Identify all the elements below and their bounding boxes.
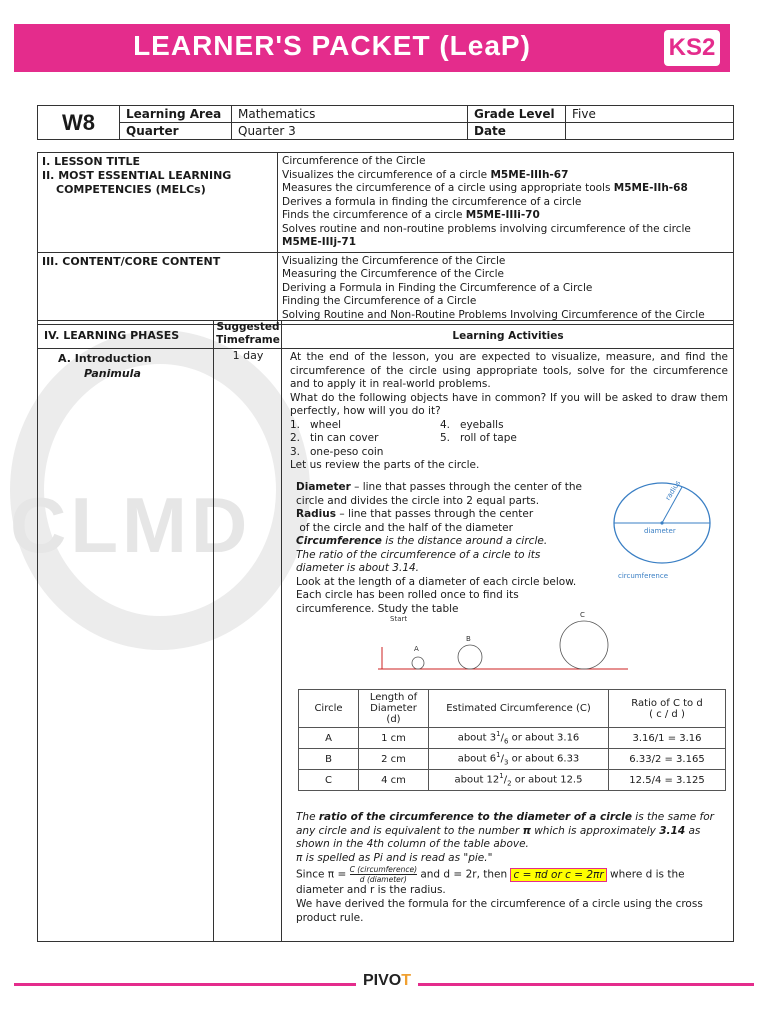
- diameter-definition: Diameter – line that passes through the center of the circle and divides the circle into 2 equal parts.: [296, 481, 582, 507]
- circumference-table: [298, 689, 726, 791]
- ratio-statement: The ratio of the circumference of a circle to its diameter is about 3.14.: [296, 548, 541, 574]
- content-item: Solving Routine and Non-Routine Problems Involving Circumference of the Circle: [282, 308, 705, 321]
- radius-label: radius: [663, 479, 683, 502]
- question-paragraph: What do the following objects have in common? If you will be asked to draw them perfectly, how will you do it?: [290, 391, 728, 417]
- info-table: [37, 105, 734, 140]
- lesson-table: [37, 152, 734, 325]
- circle-definitions: [296, 481, 596, 616]
- date-label: Date: [468, 123, 566, 140]
- col-length-header: Length of Diameter (d): [359, 690, 429, 728]
- learning-phases-table: [37, 320, 734, 942]
- header-banner: [14, 24, 730, 72]
- lesson-title-label: I. LESSON TITLE: [42, 155, 140, 168]
- melc-item: Derives a formula in finding the circumference of a circle: [282, 195, 582, 208]
- content-item: Visualizing the Circumference of the Circle: [282, 254, 506, 267]
- roll-start-label: Start: [390, 615, 408, 623]
- col-circle-header: Circle: [299, 690, 359, 728]
- timeframe-value: 1 day: [232, 349, 264, 362]
- content-item: Measuring the Circumference of the Circle: [282, 268, 504, 280]
- grade-level-value: Five: [566, 106, 734, 123]
- circle-parts-figure: [604, 471, 724, 581]
- content-item: Finding the Circumference of a Circle: [282, 295, 477, 307]
- melc-item: Measures the circumference of a circle using appropriate tools M5ME-IIh-68: [282, 182, 688, 194]
- content-item: Deriving a Formula in Finding the Circumference of a Circle: [282, 281, 593, 294]
- grade-level-label: Grade Level: [468, 106, 566, 123]
- phases-header: [38, 321, 733, 349]
- packet-title: LEARNER'S PACKET (LeaP): [133, 30, 531, 61]
- lesson-title: Circumference of the Circle: [282, 155, 426, 167]
- timeframe-header-label: Suggested Timeframe: [216, 321, 280, 346]
- derived-formula-paragraph: We have derived the formula for the circumference of a circle using the cross product rule.: [296, 897, 703, 924]
- diameter-label: diameter: [644, 527, 676, 535]
- roll-label: B: [466, 635, 471, 643]
- learning-area-value: Mathematics: [232, 106, 468, 123]
- week-label: W8: [38, 106, 120, 140]
- intro-paragraph: At the end of the lesson, you are expected to visualize, measure, and find the circumference of the circle using appropriate tools, solve for the circumference and to apply it in real-world problems.: [290, 351, 728, 390]
- quarter-value: Quarter 3: [232, 123, 468, 140]
- ks2-badge: KS2: [664, 30, 720, 66]
- list-item: 1. wheel 4. eyeballs: [290, 418, 504, 431]
- look-instruction: Look at the length of a diameter of each circle below. Each circle has been rolled once to find its circumference. Study the table: [296, 575, 577, 615]
- col-ratio-header: Ratio of C to d ( c / d ): [609, 690, 726, 728]
- introduction-activities: [290, 351, 728, 473]
- rolled-circles-figure: [378, 607, 638, 687]
- formula-highlight: c = πd or c = 2πr: [510, 868, 606, 882]
- conclusion-text: [296, 811, 728, 925]
- roll-label: C: [580, 611, 585, 619]
- roll-label: A: [414, 645, 419, 653]
- phases-header-label: IV. LEARNING PHASES: [44, 329, 180, 342]
- ratio-paragraph: The ratio of the circumference to the diameter of a circle is the same for any circle and is equivalent to the number π which is approximately 3.14 as shown in the 4th column of the table above.: [296, 811, 714, 851]
- list-item: 3. one-peso coin: [290, 445, 384, 458]
- table-row: C 4 cm about $12^1/_2$ or about 12.5 12.5/4 = 3.125: [299, 770, 726, 791]
- timeframe-column: [214, 321, 282, 941]
- review-line: Let us review the parts of the circle.: [290, 459, 480, 471]
- pivot-logo: PIVOT: [356, 972, 418, 996]
- col-estimated-header: Estimated Circumference (C): [429, 690, 609, 728]
- list-item: 2. tin can cover 5. roll of tape: [290, 432, 517, 444]
- date-value: [566, 123, 734, 140]
- circumference-label: circumference: [618, 572, 669, 580]
- phase-column: [38, 321, 214, 941]
- content-label: III. CONTENT/CORE CONTENT: [38, 253, 278, 325]
- circumference-definition: Circumference is the distance around a circle.: [296, 535, 548, 547]
- table-row: A 1 cm about $3^1/_6$ or about 3.16 3.16/1 = 3.16: [299, 728, 726, 749]
- quarter-label: Quarter: [120, 123, 232, 140]
- watermark-text: CLMD: [10, 481, 252, 569]
- radius-definition: Radius – line that passes through the center of the circle and the half of the diameter: [296, 508, 534, 534]
- melc-item: Visualizes the circumference of a circle M5ME-IIIh-67: [282, 168, 569, 181]
- formula-line: Since π = C (circumference) d (diameter) and d = 2r, then c = πd or c = 2πr where d is the: [296, 865, 685, 885]
- melc-item: Finds the circumference of a circle M5ME-IIIi-70: [282, 209, 540, 221]
- phase-introduction: A. Introduction Panimula: [58, 352, 152, 380]
- pi-pronunciation: π is spelled as Pi and is read as "pie.": [296, 851, 493, 864]
- radius-line: diameter and r is the radius.: [296, 884, 446, 897]
- melc-item: Solves routine and non-routine problems involving circumference of the circle M5ME-IIIj-71: [282, 222, 691, 248]
- learning-area-label: Learning Area: [120, 106, 232, 123]
- activities-header-label: Learning Activities: [452, 330, 564, 342]
- melc-label: II. MOST ESSENTIAL LEARNING COMPETENCIES (MELCs): [42, 169, 232, 196]
- table-row: B 2 cm about $6^1/_3$ or about 6.33 6.33/2 = 3.165: [299, 749, 726, 770]
